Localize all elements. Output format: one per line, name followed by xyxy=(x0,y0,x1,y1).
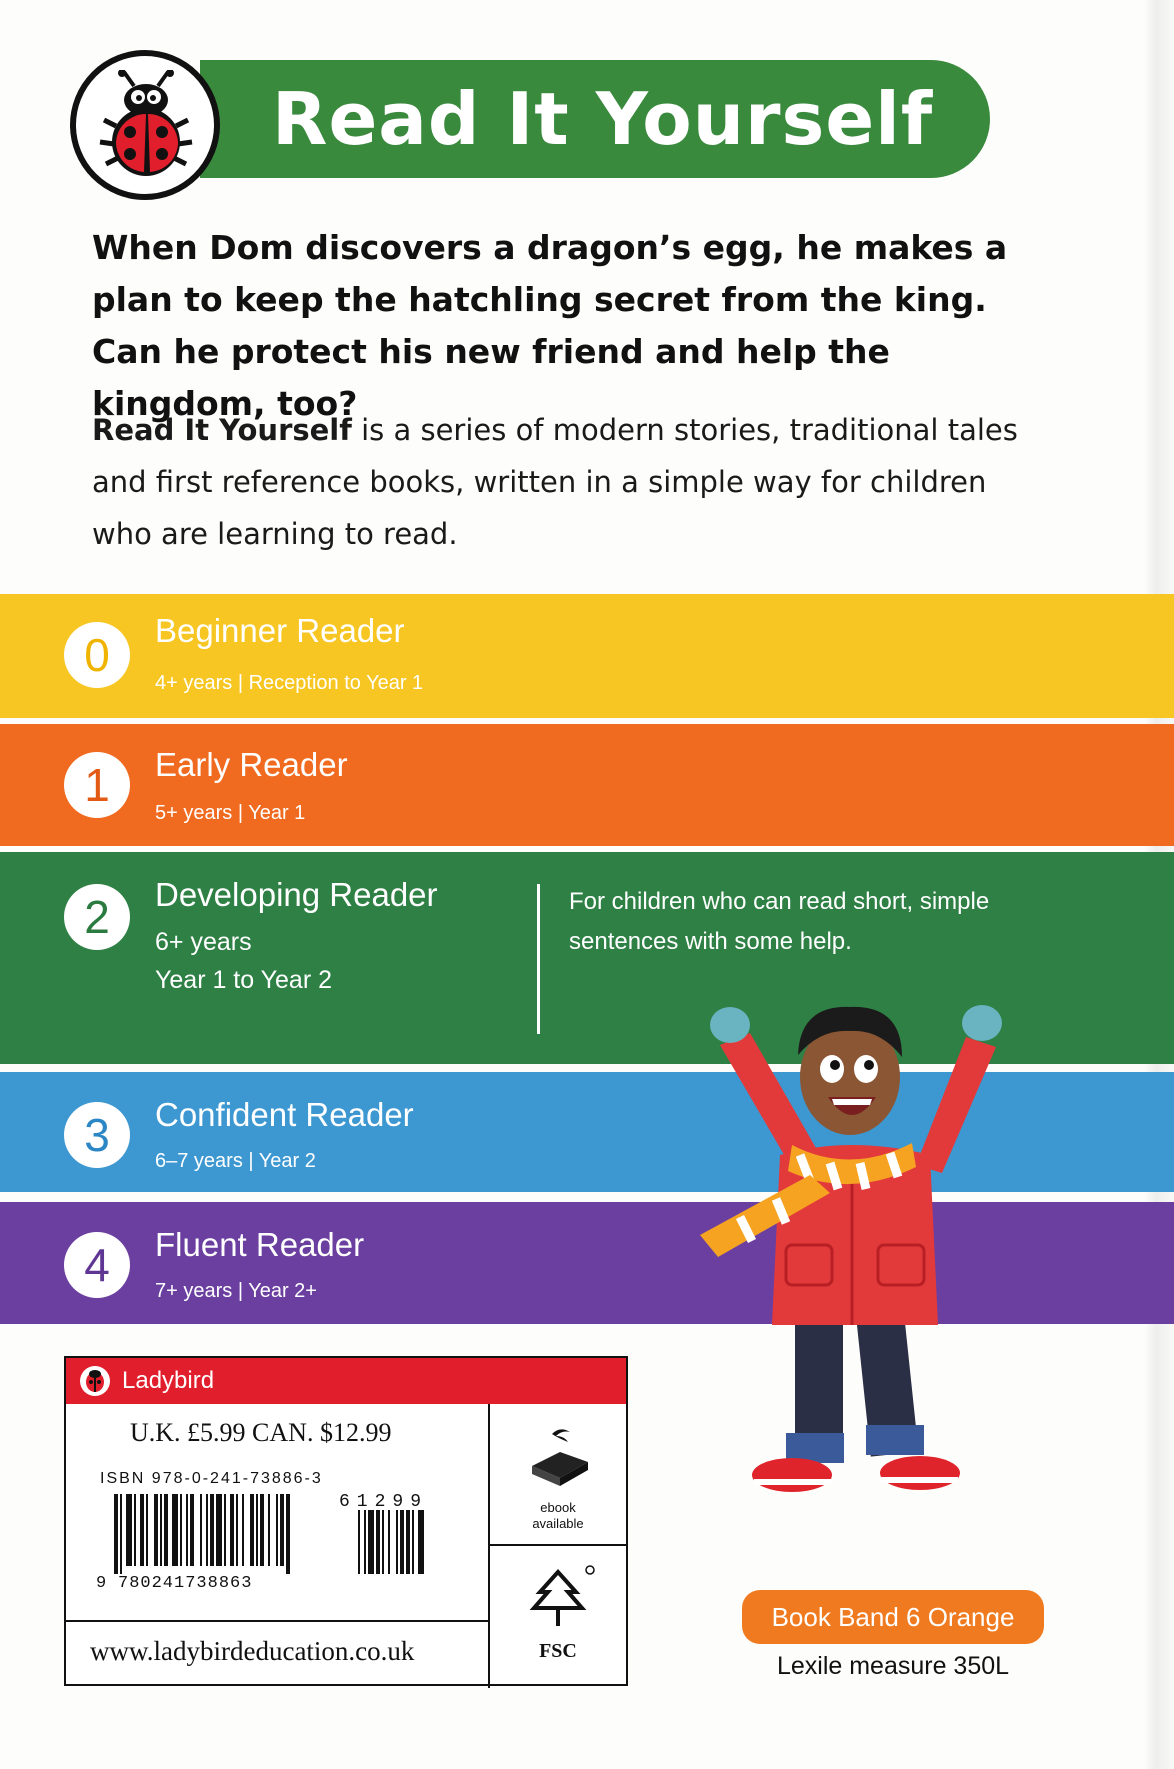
ladybird-logo xyxy=(70,50,220,200)
ebook-line1: ebook xyxy=(540,1500,576,1515)
barcode-addon-bar xyxy=(418,1510,424,1574)
level-sub: 7+ years | Year 2+ xyxy=(155,1280,317,1302)
book-blurb: When Dom discovers a dragon’s egg, he makes a plan to keep the hatchling secret from the king. Can he protect his new friend and help the kingdom, too? xyxy=(92,228,1008,423)
series-banner xyxy=(200,60,990,178)
barcode-bar xyxy=(140,1494,144,1566)
barcode-bar xyxy=(200,1494,202,1566)
barcode-digits: 780241738863 xyxy=(118,1574,253,1593)
level-number: 2 xyxy=(64,884,130,950)
ebook-label xyxy=(490,1500,626,1532)
level-name: Confident Reader xyxy=(155,1096,414,1133)
level-description: For children who can read short, simple sentences with some help. xyxy=(569,888,990,955)
level-sub: 5+ years | Year 1 xyxy=(155,802,306,824)
isbn-text: ISBN 978-0-241-73886-3 xyxy=(100,1470,323,1487)
barcode-addon-bar xyxy=(388,1510,390,1574)
barcode-bar xyxy=(126,1494,132,1566)
level-number: 3 xyxy=(64,1102,130,1168)
barcode-bar xyxy=(268,1494,270,1566)
price-text: U.K. £5.99 CAN. $12.99 xyxy=(130,1418,392,1447)
level-sub: 4+ years | Reception to Year 1 xyxy=(155,672,424,694)
barcode-addon-bar xyxy=(412,1510,414,1574)
website-area xyxy=(66,1620,490,1688)
level-name: Early Reader xyxy=(155,746,348,783)
publisher-header xyxy=(66,1358,626,1404)
barcode-addon-bar xyxy=(396,1510,398,1574)
barcode-bar xyxy=(242,1494,244,1566)
series-text: is a series of modern stories, traditional tales and first reference books, written in a simple way for children who are learning to read. xyxy=(92,413,1018,551)
level-sub: 6–7 years | Year 2 xyxy=(155,1150,316,1172)
price-area xyxy=(66,1404,490,1620)
level-divider xyxy=(537,884,540,1034)
ladybird-icon xyxy=(94,70,198,180)
barcode-bar xyxy=(186,1494,188,1566)
price-barcode-box xyxy=(64,1356,628,1686)
barcode-bar xyxy=(146,1494,148,1566)
barcode-addon-bar xyxy=(364,1510,366,1574)
level-name: Developing Reader xyxy=(155,876,438,913)
barcode-addon-bar xyxy=(406,1510,410,1574)
barcode-bar xyxy=(286,1494,290,1574)
barcode-bar xyxy=(134,1494,136,1566)
level-number: 1 xyxy=(64,752,130,818)
barcode-bar xyxy=(256,1494,258,1566)
barcode-bar xyxy=(190,1494,194,1566)
barcode-bar xyxy=(206,1494,208,1566)
barcode-bar xyxy=(236,1494,238,1566)
barcode-bar xyxy=(172,1494,178,1566)
barcode-addon-bar xyxy=(368,1510,374,1574)
level-name: Beginner Reader xyxy=(155,612,405,649)
barcode-bar xyxy=(120,1494,122,1574)
level-year: Year 1 to Year 2 xyxy=(155,966,333,994)
barcode-bar xyxy=(180,1494,182,1566)
level-band-0 xyxy=(0,594,1174,718)
level-age: 6+ years xyxy=(155,928,252,956)
barcode-addon-digits: 61299 xyxy=(339,1492,429,1512)
series-name: Read It Yourself xyxy=(92,413,352,447)
barcode-addon-bar xyxy=(382,1510,384,1574)
ebook-line2: available xyxy=(532,1516,584,1531)
level-number: 4 xyxy=(64,1232,130,1298)
barcode-addon-bar xyxy=(376,1510,380,1574)
barcode-bar xyxy=(164,1494,168,1566)
website-url: www.ladybirdeducation.co.uk xyxy=(90,1636,415,1666)
boy-illustration xyxy=(680,985,1020,1545)
lexile-measure: Lexile measure 350L xyxy=(776,1652,1010,1680)
fsc-area xyxy=(490,1546,626,1686)
barcode-bar xyxy=(280,1494,284,1566)
barcode-bar xyxy=(160,1494,162,1566)
barcode-addon-bar xyxy=(358,1510,360,1574)
ladybird-mini-icon xyxy=(80,1366,110,1396)
ebook-icon xyxy=(490,1404,626,1496)
level-name: Fluent Reader xyxy=(155,1226,365,1263)
barcode-bar xyxy=(260,1494,264,1566)
series-description xyxy=(92,404,1032,560)
publisher-brand: Ladybird xyxy=(122,1367,215,1394)
ebook-area xyxy=(490,1404,626,1546)
fsc-tree-icon xyxy=(490,1546,626,1638)
barcode-addon-bar xyxy=(400,1510,404,1574)
book-band-badge: Book Band 6 Orange xyxy=(742,1590,1044,1644)
barcode-bar xyxy=(154,1494,158,1566)
level-number: 0 xyxy=(64,622,130,688)
barcode-bar xyxy=(250,1494,254,1566)
barcode-bar xyxy=(224,1494,226,1566)
level-band-1 xyxy=(0,724,1174,846)
barcode-first-digit: 9 xyxy=(96,1574,107,1593)
barcode-bar xyxy=(276,1494,278,1566)
fsc-label: FSC xyxy=(539,1640,577,1662)
barcode-bar xyxy=(210,1494,214,1566)
barcode-bar xyxy=(114,1494,118,1574)
barcode-bar xyxy=(216,1494,222,1566)
series-title: Read It Yourself xyxy=(272,77,934,161)
barcode-bar xyxy=(230,1494,234,1566)
